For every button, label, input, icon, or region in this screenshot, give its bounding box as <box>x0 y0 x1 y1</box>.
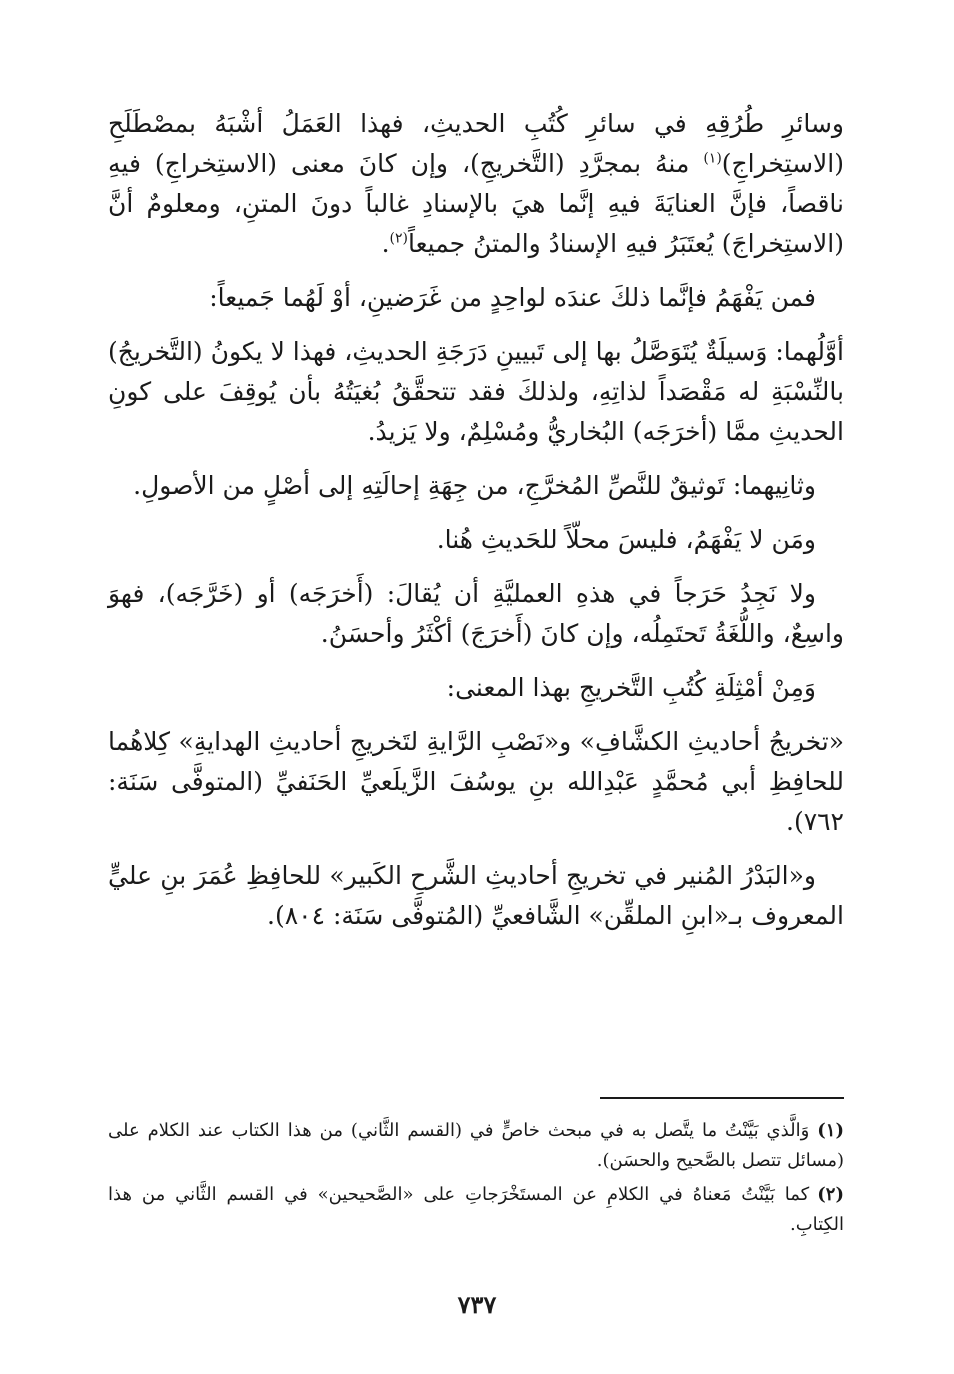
footnote-2-text: كما بَيَّنْتُ مَعناهُ في الكلامِ عن المستَخْرَجاتِ على «الصَّحيحين» في القسم الثَّاني من هذا الكِتابِ. <box>108 1184 844 1235</box>
paragraph-3: أوَّلُهما: وَسيلَةٌ يُتَوَصَّلُ بها إلى تَبيينِ دَرَجَةِ الحديثِ، فهذا لا يكونُ (التَّخريجُ) بالنِّسْبَةِ له مَقْصَداً لذاتِهِ، ولذلكَ فقد تتحقَّقُ بُغيَتُهُ بأن يُوقِفَ على كونِ الحديثِ ممَّا (أخرَجَه) البُخاريُّ ومُسْلِمٌ، ولا يَزيدُ. <box>108 337 844 446</box>
footnote-2 <box>108 1180 844 1240</box>
footnote-separator <box>600 1097 844 1099</box>
paragraph-7: وَمِنْ أمْثِلَةِ كُتُبِ التَّخريجِ بهذا المعنى: <box>446 673 816 702</box>
paragraph-9: و«البَدْرُ المُنير في تخريجِ أحاديثِ الشَّرحِ الكَبير» للحافِظِ عُمَرَ بنِ عليٍّ المعروف بـ«ابنِ الملقِّن» الشَّافعيِّ (المُتوفَّى سَنَة: ٨٠٤). <box>108 861 844 930</box>
footnote-1 <box>108 1116 844 1176</box>
paragraph-2: فمن يَفْهَمُ فإنَّما ذلكَ عندَه لواحِدٍ من غَرَضينِ، أوْ لَهُما جَميعاً: <box>209 283 816 312</box>
footnote-2-number: (٢) <box>817 1184 844 1205</box>
footnote-1-text: وَالَّذي بَيَّنْتُ ما يتَّصل به في مبحث خاصٍّ في (القسم الثَّاني) من هذا الكتاب عند الكلام على (مسائل تتصل بالصَّحيح والحسَن). <box>108 1120 844 1171</box>
paragraph-5: ومَن لا يَفْهَمُ، فليسَ محلّاً للحَديثِ هُنا. <box>436 525 816 554</box>
footnotes <box>108 1116 844 1244</box>
paragraph-1-part-a: وسائرِ طُرُقِهِ في سائرِ كُتُبِ الحديثِ، فهذا العَمَلُ أشْبَهُ بمصْطَلَحِ (الاستِخراجِ) <box>108 109 844 178</box>
paragraph-8: «تخريجُ أحاديثِ الكشَّافِ» و«نَصْبِ الرَّايةِ لتَخريجِ أحاديثِ الهدايةِ» كِلاهُما للحافِظِ أبي مُحمَّدٍ عَبْدِالله بنِ يوسُفَ الزَّيلَعيِّ الحَنَفيِّ (المتوفَّى سَنَة: ٧٦٢). <box>108 727 844 836</box>
main-text <box>108 104 844 950</box>
page-number: ٧٣٧ <box>457 1290 497 1319</box>
paragraph-1-part-b: منهُ بمجرَّدِ (التَّخريجِ)، وإن كانَ معنى (الاستِخراجِ) فيهِ ناقصاً، فإنَّ العنايَةَ فيهِ إنَّما هيَ بالإسنادِ غالباً دونَ المتنِ، ومعلومٌ أنَّ (الاستِخراجَ) يُعتَبَرُ فيهِ الإسنادُ والمتنُ جميعاً <box>108 149 844 258</box>
footnote-ref-1[interactable]: (١) <box>703 150 722 167</box>
footnote-ref-2[interactable]: (٢) <box>389 230 408 247</box>
paragraph-1 <box>108 104 844 264</box>
paragraph-6: ولا نَجِدُ حَرَجاً في هذهِ العمليَّةِ أن يُقالَ: (أَخرَجَه) أو (خَرَّجَه)، فهوَ واسِعٌ، واللُّغَةُ تَحتَمِلُه، وإن كانَ (أَخرَجَ) أكْثَرُ وأحسَنُ. <box>108 579 844 648</box>
footnote-1-number: (١) <box>817 1120 844 1141</box>
paragraph-1-part-c: . <box>381 229 390 258</box>
paragraph-4: وثانِيهما: تَوثيقٌ للنَّصِّ المُخرَّجِ، من جِهَةِ إحالَتِهِ إلى أصْلٍ من الأصولِ. <box>133 471 816 500</box>
